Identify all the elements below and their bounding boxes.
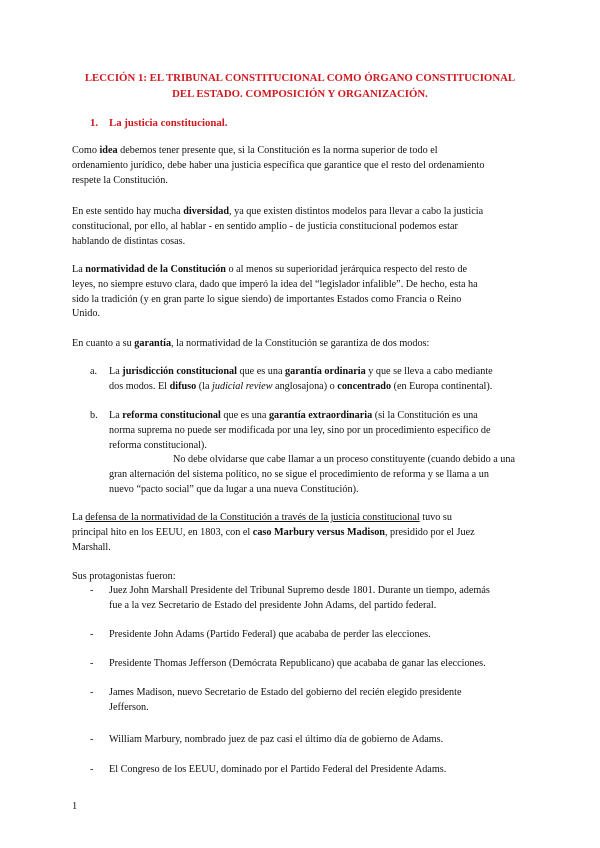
list-item: - James Madison, nuevo Secretario de Estado del gobierno del recién elegido presidente Jefferson. — [90, 687, 462, 713]
list-item: - El Congreso de los EEUU, dominado por el Partido Federal del Presidente Adams. — [90, 764, 447, 775]
list-item-a: a. La jurisdicción constitucional que es una garantía ordinaria y que se lleva a cabo mediante dos modos. El difuso (la judicial review anglosajona) o concentrado (en Europa continental). — [90, 366, 493, 392]
paragraph-normatividad: La normatividad de la Constitución o al menos su superioridad jerárquica respecto del resto de leyes, no siempre estuvo clara, dado que imperó la idea del “legislador infalible”. De hecho, esta ha sido la tradición (y en gran parte lo sigue siendo) de importantes Estados como Francia o Reino Unido. — [72, 264, 478, 320]
section-label: La justicia constitucional. — [109, 117, 228, 129]
list-item: - William Marbury, nombrado juez de paz casi el último día de gobierno de Adams. — [90, 734, 444, 745]
lesson-title — [60, 70, 540, 102]
paragraph-diversidad: En este sentido hay mucha diversidad, ya que existen distintos modelos para llevar a cabo la justicia constitucional, por ello, al hablar - en sentido amplio - de justicia constitucional podemos estar hablando de distintas cosas. — [72, 206, 484, 247]
paragraph-defensa: La defensa de la normatividad de la Constitución a través de la justicia constitucional tuvo su principal hito en los EEUU, en 1803, con el caso Marbury versus Madison, presidido por el Juez Marshall. — [72, 512, 475, 553]
list-item: - Juez John Marshall Presidente del Tribunal Supremo desde 1801. Durante un tiempo, además fue a la vez Secretario de Estado del presidente John Adams, del partido federal. — [90, 585, 490, 611]
paragraph-idea: Como idea debemos tener presente que, si la Constitución es la norma superior de todo el ordenamiento jurídico, debe haber una justicia específica que garantice que el resto del ordenamiento respete la Constitución. — [72, 145, 485, 186]
section-number: 1. — [90, 117, 99, 129]
title-line-2: DEL ESTADO. COMPOSICIÓN Y ORGANIZACIÓN. — [172, 88, 428, 100]
paragraph-garantia: En cuanto a su garantía, la normatividad de la Constitución se garantiza de dos modos: — [72, 338, 430, 349]
list-item: - Presidente Thomas Jefferson (Demócrata Republicano) que acababa de ganar las elecciones. — [90, 658, 486, 669]
list-item: - Presidente John Adams (Partido Federal) que acababa de perder las elecciones. — [90, 629, 431, 640]
section-heading — [90, 117, 227, 129]
list-item-b: b. La reforma constitucional que es una garantía extraordinaria (si la Constitución es una norma suprema no puede ser modificada por una ley, sino por un procedimiento específico de reforma constitucional). No debe olvidarse que cabe llamar a un proceso constituyente (cuando debido a una gran alternación del sistema político, no se sigue el procedimiento de reforma y se llama a un nuevo “pacto social” que da lugar a una nueva Constitución). — [90, 410, 516, 495]
protagonists-label: Sus protagonistas fueron: — [72, 571, 176, 582]
page-number: 1 — [72, 801, 78, 812]
title-line-1: LECCIÓN 1: EL TRIBUNAL CONSTITUCIONAL COMO ÓRGANO CONSTITUCIONAL — [84, 72, 516, 84]
